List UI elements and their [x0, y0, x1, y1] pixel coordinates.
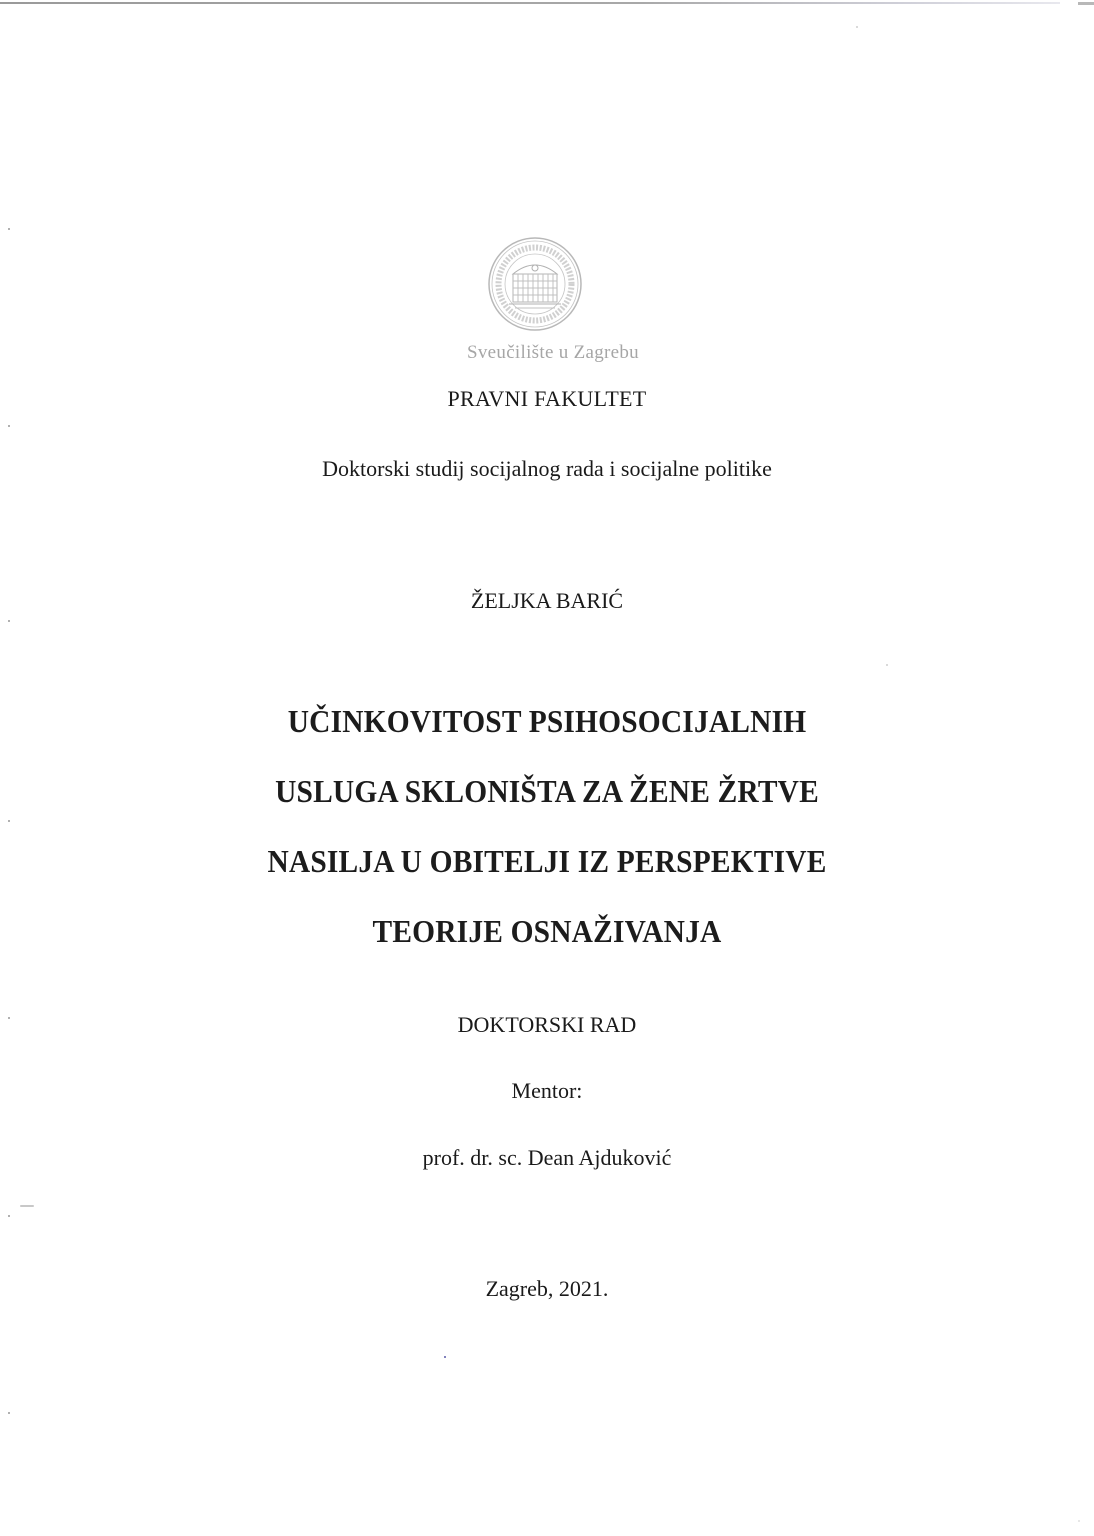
university-name: Sveučilište u Zagrebu — [467, 342, 639, 363]
scan-speck — [8, 1017, 10, 1019]
scan-speck — [20, 1205, 34, 1207]
mentor-label: Mentor: — [511, 1078, 583, 1103]
mentor-name: prof. dr. sc. Dean Ajduković — [422, 1145, 672, 1170]
place-and-date: Zagreb, 2021. — [485, 1276, 609, 1301]
scan-edge-line — [0, 2, 1060, 4]
scan-speck — [8, 425, 10, 427]
author-name: ŽELJKA BARIĆ — [470, 588, 624, 613]
scan-speck — [8, 820, 10, 822]
scan-speck — [444, 1356, 446, 1358]
scan-speck — [8, 1215, 10, 1217]
scan-speck — [8, 1412, 10, 1414]
scan-speck — [856, 26, 858, 28]
scan-speck — [1078, 1520, 1080, 1522]
title-line: TEORIJE OSNAŽIVANJA — [372, 913, 722, 949]
thesis-title — [0, 686, 1094, 966]
title-line: UČINKOVITOST PSIHOSOCIJALNIH — [287, 703, 807, 739]
faculty-name: PRAVNI FAKULTET — [447, 386, 647, 411]
scan-speck — [886, 664, 888, 666]
scan-edge-mark — [1078, 2, 1094, 5]
title-line: NASILJA U OBITELJI IZ PERSPEKTIVE — [267, 843, 827, 879]
study-program: Doktorski studij socijalnog rada i socijalne politike — [322, 456, 772, 481]
degree-type: DOKTORSKI RAD — [457, 1012, 637, 1037]
scan-speck — [8, 620, 10, 622]
university-seal-icon — [487, 236, 583, 332]
scan-speck — [8, 228, 10, 230]
title-line: USLUGA SKLONIŠTA ZA ŽENE ŽRTVE — [275, 773, 819, 809]
